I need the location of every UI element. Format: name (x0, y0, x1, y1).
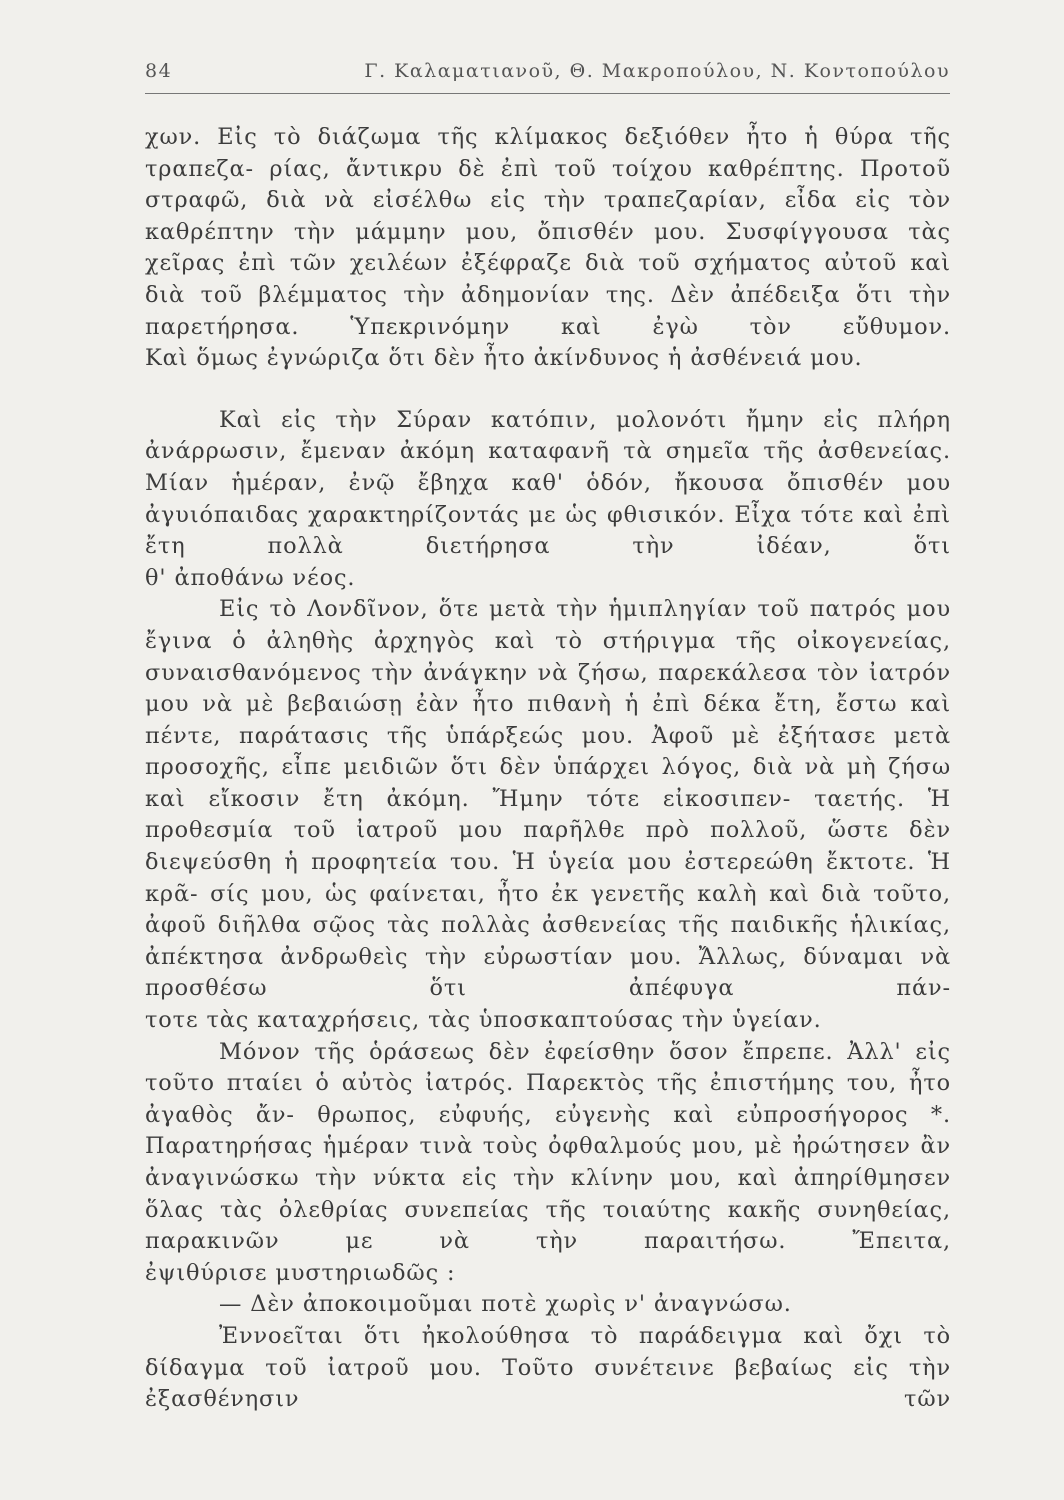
dialogue-line (145, 1289, 951, 1321)
text-line: με ὡς φθισικόν. Εἶχα τότε καὶ ἐπὶ ἔτη πολλὰ διετήρησα τὴν ἰδέαν, ὅτι (145, 501, 951, 560)
text-line: ταετής. Ἡ προθεσμία τοῦ ἰατροῦ μου παρῆλθε πρὸ πολλοῦ, ὥστε δὲν (145, 785, 951, 844)
text-line: ἦτο πιθανὴ ἡ ἐπὶ δέκα ἔτη, ἔστω καὶ πέντε, παράτασις τῆς ὑπάρξεώς (145, 691, 951, 749)
text-line: ἔβηχα καθ' ὁδόν, ἤκουσα ὄπισθέν μου ἀγυιόπαιδας χαρακτηρίζοντάς (145, 469, 951, 528)
paragraph-1-end (145, 343, 951, 375)
text-line: τοιαύτης κακῆς συνηθείας, παρακινῶν με νὰ τὴν παραιτήσω. Ἔπειτα, (145, 1196, 951, 1255)
text-line: ρίας, ἄντικρυ δὲ ἐπὶ τοῦ τοίχου καθρέπτης. Προτοῦ στραφῶ, διὰ νὰ (145, 155, 951, 214)
text-line: ἔμεναν ἀκόμη καταφανῆ τὰ σημεῖα τῆς ἀσθενείας. Μίαν ἡμέραν, ἐνῷ (145, 438, 951, 496)
page-number: 84 (145, 60, 173, 82)
paragraph-2 (145, 405, 951, 563)
paragraph-6 (145, 1321, 951, 1416)
text-line: λόγος, διὰ νὰ μὴ ζήσω καὶ εἴκοσιν ἔτη ἀκόμη. Ἤμην τότε εἰκοσιπεν- (145, 754, 951, 812)
text-line: θ' ἀποθάνω νέος. (145, 564, 356, 591)
text-line: εἰσέλθω εἰς τὴν τραπεζαρίαν, εἶδα εἰς τὸν καθρέπτην τὴν μάμμην μου, (145, 187, 951, 245)
header-rule (145, 93, 950, 94)
text-line: ὁ ἀληθὴς ἀρχηγὸς καὶ τὸ στήριγμα τῆς οἰκογενείας, συναισθανόμενος (145, 627, 951, 686)
text-line: θρωπος, εὐφυής, εὐγενὴς καὶ εὐπροσήγορος *. Παρατηρήσας ἡμέραν (145, 1101, 951, 1160)
paragraph-2-end (145, 563, 951, 595)
text-line: Εἰς τὸ Λονδῖνον, ὅτε μετὰ τὴν ἡμιπληγίαν τοῦ πατρός μου ἔγινα (145, 596, 951, 654)
text-line: ἀπέδειξα ὅτι τὴν παρετήρησα. Ὑπεκρινόμην καὶ ἐγὼ τὸν εὔθυμον. (145, 281, 951, 340)
text-line: τὴν εὐρωστίαν μου. Ἄλλως, δύναμαι νὰ προσθέσω ὅτι ἀπέφυγα πάν- (145, 943, 951, 1002)
text-line: πταίει ὁ αὐτὸς ἰατρός. Παρεκτὸς τῆς ἐπιστήμης του, ἦτο ἀγαθὸς ἄν- (145, 1070, 951, 1128)
text-line: Καὶ εἰς τὴν Σύραν κατόπιν, μολονότι ἤμην εἰς πλήρη ἀνάρρωσιν, (145, 406, 951, 465)
text-line: διεψεύσθη ἡ προφητεία του. Ἡ ὑγεία μου ἐστερεώθη ἔκτοτε. Ἡ κρᾶ- (145, 849, 951, 907)
body-text (145, 122, 951, 1416)
page-header (145, 60, 950, 90)
paragraph-1 (145, 122, 951, 343)
text-line: — Δὲν ἀποκοιμοῦμαι ποτὲ χωρὶς ν' ἀναγνώσω. (219, 1291, 792, 1318)
paragraph-3-end (145, 1005, 951, 1037)
text-line: ἐψιθύρισε μυστηριωδῶς : (145, 1259, 456, 1286)
text-line: σῷος τὰς πολλὰς ἀσθενείας τῆς παιδικῆς ἡλικίας, ἀπέκτησα ἀνδρωθεὶς (145, 912, 951, 970)
text-line: τὴν κλίνην μου, καὶ ἀπηρίθμησεν ὅλας τὰς ὀλεθρίας συνεπείας τῆς (145, 1165, 951, 1223)
text-line: μου. Ἀφοῦ μὲ ἐξήτασε μετὰ προσοχῆς, εἶπε μειδιῶν ὅτι δὲν ὑπάρχει (145, 722, 951, 781)
text-line: τοῦ σχήματος αὐτοῦ καὶ διὰ τοῦ βλέμματος τὴν ἀδημονίαν της. Δὲν (145, 250, 951, 308)
text-line: Ἐννοεῖται ὅτι ἠκολούθησα τὸ παράδειγμα καὶ ὄχι τὸ δίδαγμα (145, 1322, 951, 1381)
text-line: τοτε τὰς καταχρήσεις, τὰς ὑποσκαπτούσας τὴν ὑγείαν. (145, 1007, 822, 1034)
text-line: τινὰ τοὺς ὀφθαλμούς μου, μὲ ἠρώτησεν ἂν ἀναγινώσκω τὴν νύκτα εἰς (145, 1133, 951, 1191)
text-line: Καὶ ὅμως ἐγνώριζα ὅτι δὲν ἦτο ἀκίνδυνος ἡ ἀσθένειά μου. (145, 345, 863, 372)
text-line: τοῦ ἰατροῦ μου. Τοῦτο συνέτεινε βεβαίως εἰς τὴν ἐξασθένησιν τῶν (145, 1354, 951, 1413)
running-head: Γ. Καλαματιανοῦ, Θ. Μακροπούλου, Ν. Κοντοπούλου (364, 60, 950, 82)
text-line: σίς μου, ὡς φαίνεται, ἦτο ἐκ γενετῆς καλὴ καὶ διὰ τοῦτο, ἀφοῦ διῆλθα (145, 880, 951, 939)
text-line: ὄπισθέν μου. Συσφίγγουσα τὰς χεῖρας ἐπὶ τῶν χειλέων ἐξέφραζε διὰ (145, 218, 951, 277)
text-line: τὴν ἀνάγκην νὰ ζήσω, παρεκάλεσα τὸν ἰατρόν μου νὰ μὲ βεβαιώσῃ ἐὰν (145, 659, 951, 718)
text-line: Μόνον τῆς ὁράσεως δὲν ἐφείσθην ὅσον ἔπρεπε. Ἀλλ' εἰς τοῦτο (145, 1038, 951, 1097)
paragraph-4 (145, 1037, 951, 1258)
paragraph-3 (145, 594, 951, 1005)
paragraph-4-end (145, 1258, 951, 1290)
text-line: χων. Εἰς τὸ διάζωμα τῆς κλίμακος δεξιόθεν ἦτο ἡ θύρα τῆς τραπεζα- (145, 124, 951, 182)
